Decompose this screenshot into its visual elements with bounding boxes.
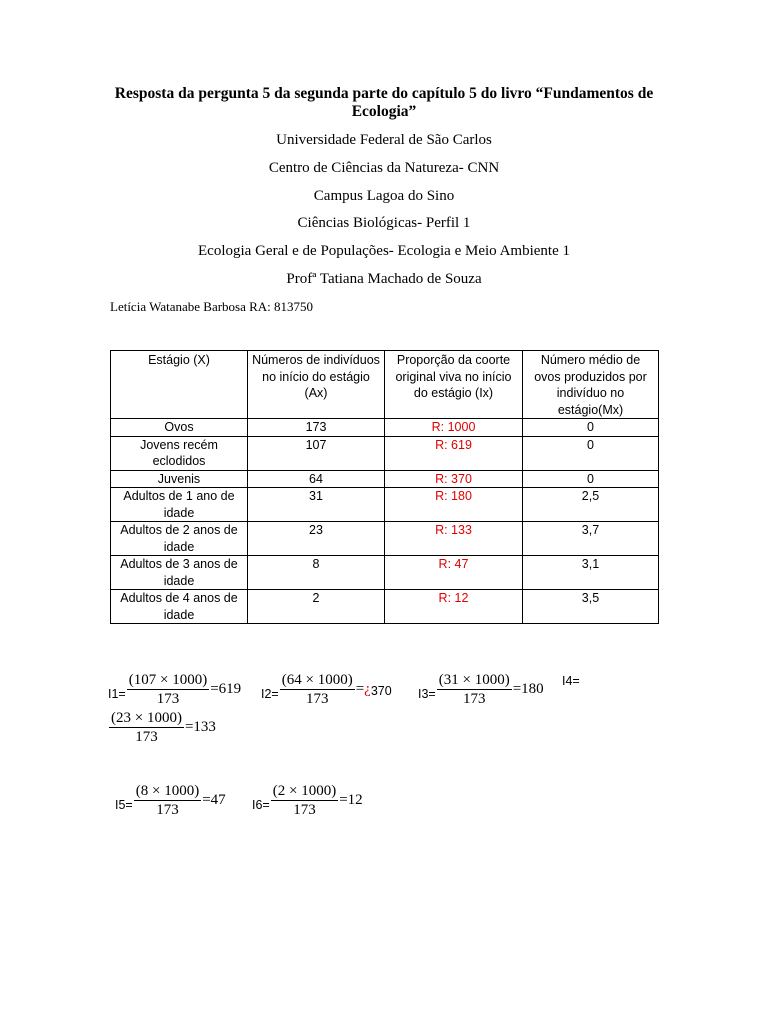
cell-ax: 8 [248,556,385,590]
formula-i6 [252,782,363,819]
cell-mx: 0 [523,470,659,488]
formula-result: 619 [218,681,242,697]
denominator: 173 [305,691,329,707]
formula-i3 [418,671,544,708]
header-stage: Estágio (X) [111,351,248,419]
formula-i5 [115,782,226,819]
header-campus: Campus Lagoa do Sino [313,188,455,204]
numerator: (107 × 1000) [128,672,208,688]
cell-ix: R: 180 [385,488,523,522]
header-ix: Proporção da coorte original viva no início do estágio (Ix) [385,351,523,419]
table-row [111,590,659,624]
formula-result: 12 [347,792,363,808]
header-ax: Números de indivíduos no início do estágio (Ax) [248,351,385,419]
header-mx: Número médio de ovos produzidos por indivíduo no estágio(Mx) [523,351,659,419]
equals-sign: = [184,719,194,735]
numerator: (23 × 1000) [111,710,182,726]
cell-stage: Juvenis [111,470,248,488]
header-university: Universidade Federal de São Carlos [276,132,492,148]
cell-ax: 2 [248,590,385,624]
cell-ax: 173 [248,419,385,437]
cell-stage: Ovos [111,419,248,437]
equals-sign: = [355,681,365,697]
cell-mx: 3,5 [523,590,659,624]
inverted-question-glyph: ¿ [364,681,371,697]
cell-ix: R: 1000 [385,419,523,437]
table-row [111,556,659,590]
document-title: Resposta da pergunta 5 da segunda parte do capítulo 5 do livro “Fundamentos de Ecologia” [114,85,654,120]
formula-result: 133 [193,719,216,735]
formula-i4 [108,709,216,746]
formula-label: I4= [562,674,580,688]
header-center: Centro de Ciências da Natureza- CNN [268,160,500,176]
cell-ix: R: 12 [385,590,523,624]
formula-label: I6= [252,797,270,812]
formula-label: I5= [115,797,133,812]
cell-stage: Adultos de 4 anos de idade [111,590,248,624]
fraction [127,671,209,708]
header-course: Ciências Biológicas- Perfil 1 [297,215,471,231]
cell-mx: 3,7 [523,522,659,556]
author-line: Letícia Watanabe Barbosa RA: 813750 [110,299,314,314]
denominator: 173 [156,691,180,707]
cell-mx: 2,5 [523,488,659,522]
fraction [437,671,512,708]
formula-result: 370 [370,683,392,698]
cell-ix: R: 619 [385,436,523,470]
formula-i2 [261,671,392,708]
equals-sign: = [202,792,211,808]
formula-i1 [108,671,241,708]
equals-sign: = [512,681,522,697]
denominator: 173 [156,802,179,818]
cell-mx: 0 [523,436,659,470]
table-header-row [111,351,659,419]
cell-ax: 23 [248,522,385,556]
cell-ax: 64 [248,470,385,488]
denominator: 173 [135,729,158,745]
denominator: 173 [462,691,486,707]
numerator: (64 × 1000) [281,672,353,688]
formula-label: I3= [418,686,436,701]
equals-sign: = [339,792,348,808]
cell-mx: 0 [523,419,659,437]
cell-stage: Adultos de 2 anos de idade [111,522,248,556]
header-discipline: Ecologia Geral e de Populações- Ecologia e Meio Ambiente 1 [198,243,570,259]
fraction [280,671,355,708]
cell-ax: 107 [248,436,385,470]
table-row [111,470,659,488]
formula-result: 180 [521,681,544,697]
fraction [134,782,201,819]
cell-stage: Jovens recém eclodidos [111,436,248,470]
formula-i4-label-line [562,674,580,688]
header-professor: Profª Tatiana Machado de Souza [286,271,482,287]
numerator: (2 × 1000) [272,783,337,799]
cell-ix: R: 133 [385,522,523,556]
cell-ax: 31 [248,488,385,522]
table-row [111,522,659,556]
formula-label: I1= [108,686,126,701]
denominator: 173 [293,802,316,818]
cell-mx: 3,1 [523,556,659,590]
numerator: (8 × 1000) [135,783,200,799]
formula-label: I2= [261,686,279,701]
equals-sign: = [210,681,219,697]
fraction [109,709,184,746]
formula-result: 47 [210,792,226,808]
table-row [111,488,659,522]
cell-ix: R: 370 [385,470,523,488]
table-row [111,436,659,470]
cell-stage: Adultos de 3 anos de idade [111,556,248,590]
fraction [271,782,338,819]
cell-ix: R: 47 [385,556,523,590]
table-row [111,419,659,437]
life-table [110,350,659,624]
numerator: (31 × 1000) [438,672,510,688]
cell-stage: Adultos de 1 ano de idade [111,488,248,522]
